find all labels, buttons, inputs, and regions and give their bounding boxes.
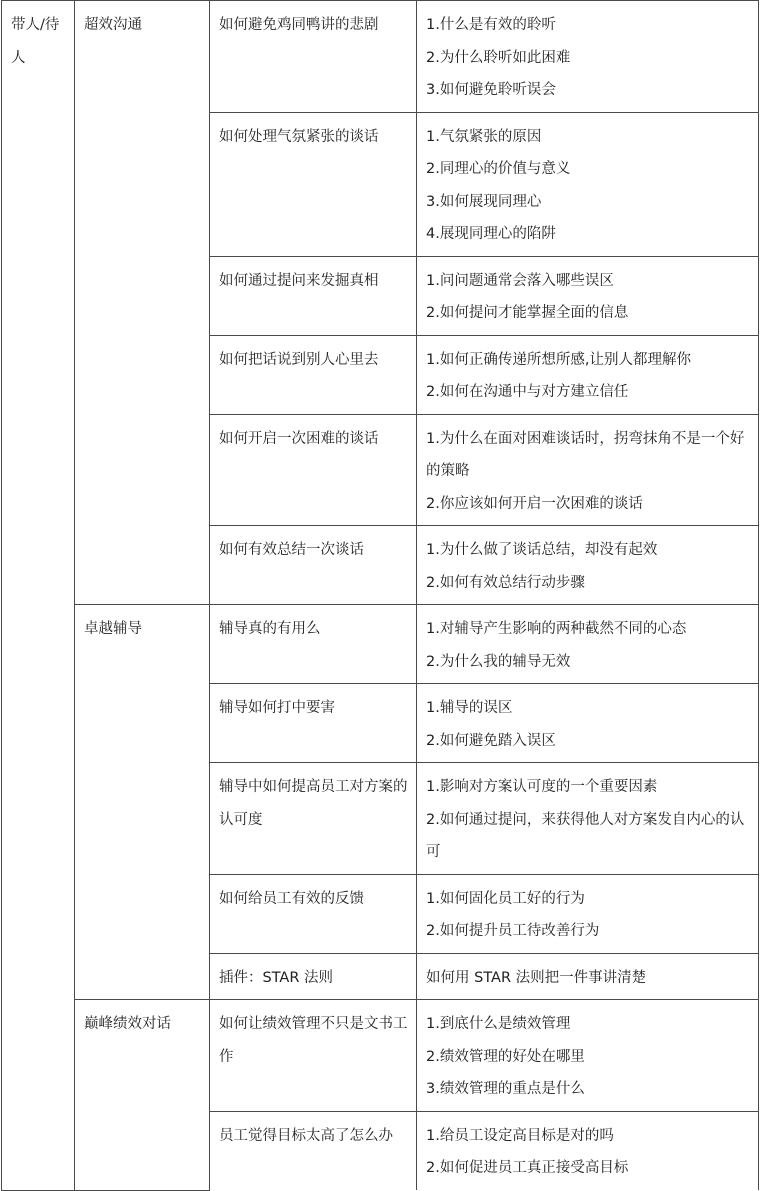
points-cell xyxy=(417,414,759,526)
point-item: 2.如何有效总结行动步骤 xyxy=(426,574,585,591)
point-item: 1.对辅导产生影响的两种截然不同的心态 xyxy=(426,621,687,637)
category-cell: 带人/待人 xyxy=(2,1,75,1191)
point-item: 2.如何促进员工真正接受高目标 xyxy=(426,1160,629,1176)
points-cell xyxy=(417,335,759,414)
point-item: 1.什么是有效的聆听 xyxy=(426,17,556,33)
point-item: 3.绩效管理的重点是什么 xyxy=(426,1081,585,1097)
point-item: 2.为什么我的辅导无效 xyxy=(426,653,571,670)
topic-cell: 辅导中如何提高员工对方案的认可度 xyxy=(210,763,417,875)
points-cell xyxy=(417,112,759,256)
topic-cell: 如何让绩效管理不只是文书工作 xyxy=(210,1000,417,1112)
point-item: 1.如何固化员工好的行为 xyxy=(426,890,585,907)
topic-cell: 如何给员工有效的反馈 xyxy=(210,874,417,953)
point-item: 1.气氛紧张的原因 xyxy=(426,128,542,145)
points-cell xyxy=(417,1000,759,1112)
topic-cell: 如何把话说到别人心里去 xyxy=(210,335,417,414)
points-cell xyxy=(417,256,759,335)
points-cell xyxy=(417,1,759,113)
point-item: 2.为什么聆听如此困难 xyxy=(426,49,571,66)
point-item: 1.为什么在面对困难谈话时，拐弯抹角不是一个好的策略 xyxy=(426,430,745,479)
point-item: 2.如何通过提问，来获得他人对方案发自内心的认可 xyxy=(426,811,745,860)
points-cell xyxy=(417,1111,759,1190)
point-item: 2.绩效管理的好处在哪里 xyxy=(426,1048,585,1065)
point-item: 2.如何在沟通中与对方建立信任 xyxy=(426,384,629,400)
point-item: 1.给员工设定高目标是对的吗 xyxy=(426,1127,614,1144)
point-item: 2.如何提问才能掌握全面的信息 xyxy=(426,305,629,321)
table-row xyxy=(2,605,759,684)
topic-cell: 插件：STAR 法则 xyxy=(210,953,417,1000)
point-item: 1.问问题通常会落入哪些误区 xyxy=(426,272,614,289)
point-item: 2.如何提升员工待改善行为 xyxy=(426,923,600,939)
table-row xyxy=(2,1000,759,1112)
point-item: 4.展现同理心的陷阱 xyxy=(426,226,556,242)
point-item: 1.到底什么是绩效管理 xyxy=(426,1016,571,1032)
points-cell xyxy=(417,605,759,684)
topic-cell: 如何处理气氛紧张的谈话 xyxy=(210,112,417,256)
points-cell xyxy=(417,874,759,953)
point-item: 2.你应该如何开启一次困难的谈话 xyxy=(426,495,643,512)
points-cell xyxy=(417,526,759,605)
point-item: 如何用 STAR 法则把一件事讲清楚 xyxy=(426,969,647,986)
table-row xyxy=(2,1,759,113)
point-item: 1.影响对方案认可度的一个重要因素 xyxy=(426,779,658,795)
topic-cell: 员工觉得目标太高了怎么办 xyxy=(210,1111,417,1190)
module-cell: 巅峰绩效对话 xyxy=(75,1000,210,1191)
topic-cell: 辅导真的有用么 xyxy=(210,605,417,684)
module-cell: 超效沟通 xyxy=(75,1,210,605)
topic-cell: 如何开启一次困难的谈话 xyxy=(210,414,417,526)
topic-cell: 辅导如何打中要害 xyxy=(210,684,417,763)
point-item: 1.为什么做了谈话总结，却没有起效 xyxy=(426,542,658,558)
point-item: 1.如何正确传递所想所感,让别人都理解你 xyxy=(426,351,691,368)
point-item: 3.如何避免聆听误会 xyxy=(426,82,556,98)
point-item: 1.辅导的误区 xyxy=(426,700,513,716)
point-item: 2.如何避免踏入误区 xyxy=(426,732,556,749)
point-item: 2.同理心的价值与意义 xyxy=(426,161,571,177)
points-cell xyxy=(417,763,759,875)
points-cell xyxy=(417,953,759,1000)
topic-cell: 如何通过提问来发掘真相 xyxy=(210,256,417,335)
course-outline-table xyxy=(1,0,759,1191)
points-cell xyxy=(417,684,759,763)
topic-cell: 如何避免鸡同鸭讲的悲剧 xyxy=(210,1,417,113)
module-cell: 卓越辅导 xyxy=(75,605,210,1000)
point-item: 3.如何展现同理心 xyxy=(426,193,542,210)
topic-cell: 如何有效总结一次谈话 xyxy=(210,526,417,605)
table-body xyxy=(2,1,759,1191)
